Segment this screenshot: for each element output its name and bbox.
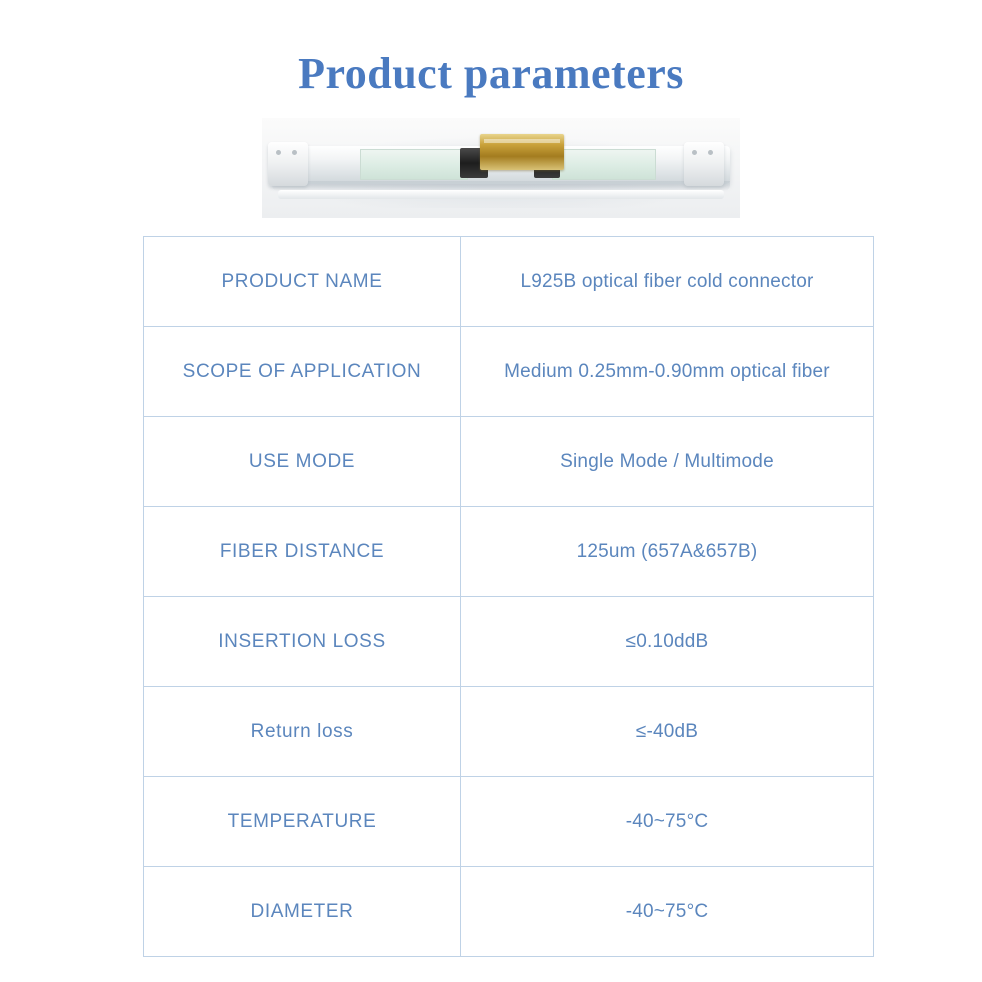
param-value: L925B optical fiber cold connector <box>461 237 874 327</box>
fiber-sleeve-right <box>552 149 656 180</box>
param-value: ≤0.10ddB <box>461 597 874 687</box>
connector-rail <box>278 190 724 199</box>
table-row <box>144 507 874 597</box>
param-label: PRODUCT NAME <box>144 237 461 327</box>
table-row <box>144 777 874 867</box>
param-value: ≤-40dB <box>461 687 874 777</box>
end-cap-hole <box>708 150 713 155</box>
table-row <box>144 687 874 777</box>
parameters-table <box>143 236 874 957</box>
end-cap-hole <box>292 150 297 155</box>
param-label: Return loss <box>144 687 461 777</box>
connector-end-cap-right <box>684 142 724 186</box>
table-row <box>144 417 874 507</box>
product-photo <box>262 118 740 218</box>
param-label: SCOPE OF APPLICATION <box>144 327 461 417</box>
param-value: -40~75°C <box>461 867 874 957</box>
table-row <box>144 327 874 417</box>
table-row <box>144 867 874 957</box>
table-row <box>144 597 874 687</box>
param-label: DIAMETER <box>144 867 461 957</box>
connector-brass-center <box>480 134 564 170</box>
end-cap-hole <box>692 150 697 155</box>
page-title: Product parameters <box>298 49 684 98</box>
table-row <box>144 237 874 327</box>
param-value: Medium 0.25mm-0.90mm optical fiber <box>461 327 874 417</box>
fiber-sleeve-left <box>360 149 468 180</box>
param-label: USE MODE <box>144 417 461 507</box>
param-label: FIBER DISTANCE <box>144 507 461 597</box>
end-cap-hole <box>276 150 281 155</box>
param-label: INSERTION LOSS <box>144 597 461 687</box>
param-value: Single Mode / Multimode <box>461 417 874 507</box>
param-value: 125um (657A&657B) <box>461 507 874 597</box>
param-label: TEMPERATURE <box>144 777 461 867</box>
connector-end-cap-left <box>268 142 308 186</box>
param-value: -40~75°C <box>461 777 874 867</box>
